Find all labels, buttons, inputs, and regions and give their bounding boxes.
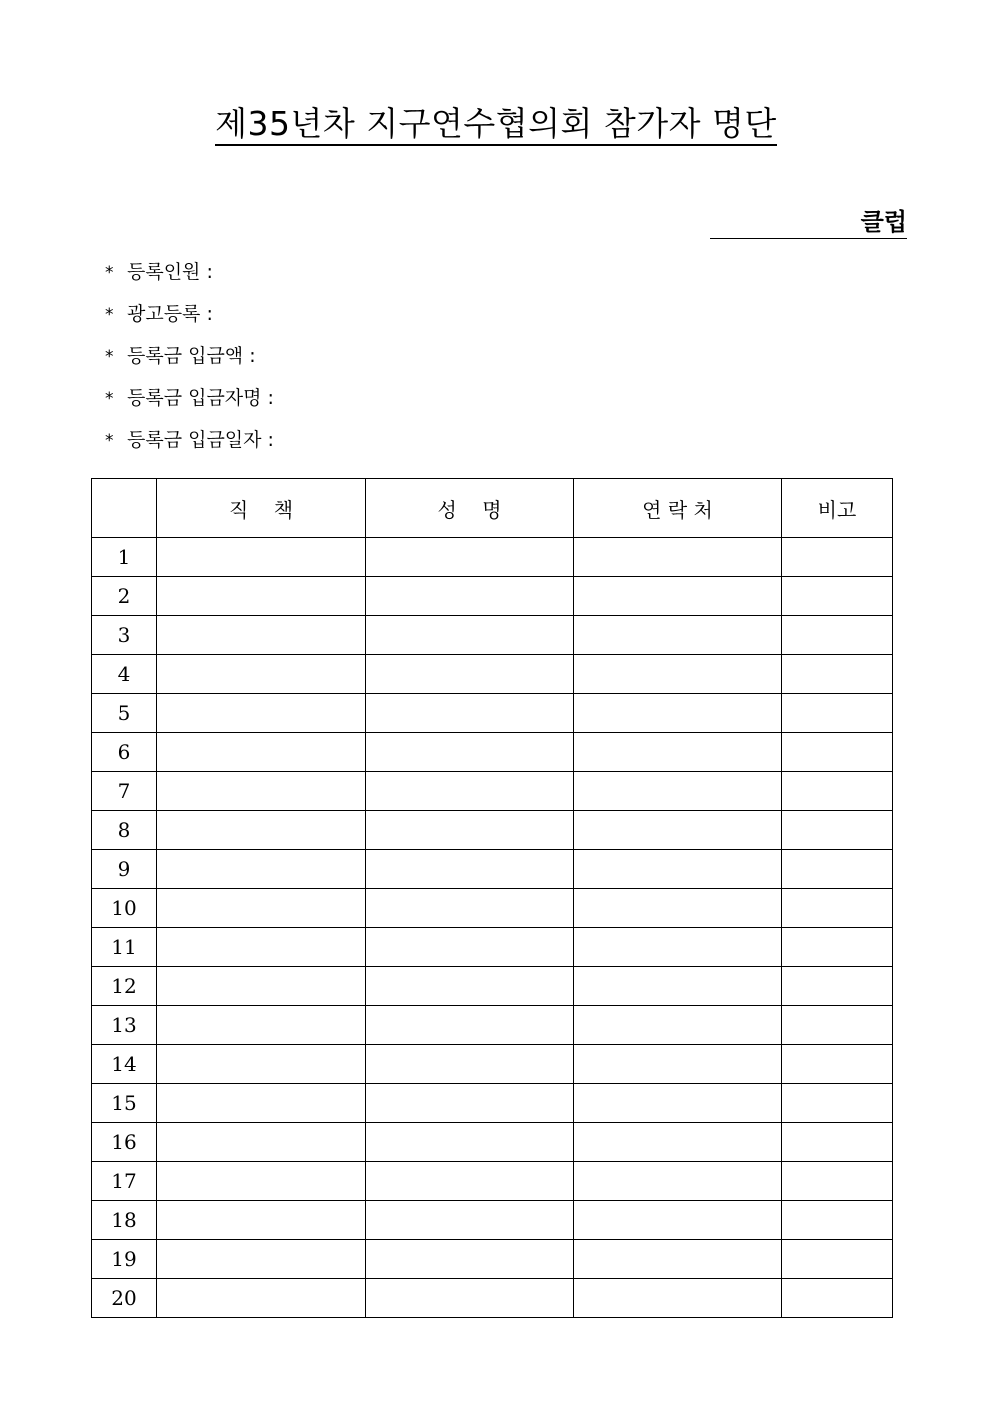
name-cell[interactable] [366, 538, 574, 577]
remarks-cell[interactable] [782, 889, 893, 928]
header-contact-text: 연 락 처 [642, 497, 713, 522]
remarks-cell[interactable] [782, 616, 893, 655]
contact-cell[interactable] [574, 1045, 782, 1084]
name-cell[interactable] [366, 655, 574, 694]
position-cell[interactable] [157, 1084, 366, 1123]
name-cell[interactable] [366, 772, 574, 811]
name-cell[interactable] [366, 616, 574, 655]
position-cell[interactable] [157, 1123, 366, 1162]
position-cell[interactable] [157, 1045, 366, 1084]
row-number: 19 [92, 1240, 157, 1279]
row-number: 2 [92, 577, 157, 616]
row-number: 14 [92, 1045, 157, 1084]
remarks-cell[interactable] [782, 1240, 893, 1279]
name-cell[interactable] [366, 1084, 574, 1123]
table-row [92, 850, 893, 889]
contact-cell[interactable] [574, 577, 782, 616]
table-row [92, 811, 893, 850]
name-cell[interactable] [366, 1201, 574, 1240]
remarks-cell[interactable] [782, 733, 893, 772]
position-cell[interactable] [157, 733, 366, 772]
contact-cell[interactable] [574, 1123, 782, 1162]
remarks-cell[interactable] [782, 1279, 893, 1318]
position-cell[interactable] [157, 1006, 366, 1045]
info-label: 등록금 입금자명 : [127, 387, 274, 409]
position-cell[interactable] [157, 1279, 366, 1318]
remarks-cell[interactable] [782, 1045, 893, 1084]
contact-cell[interactable] [574, 889, 782, 928]
bullet-marker: * [105, 305, 114, 325]
bullet-marker: * [105, 389, 114, 409]
table-row [92, 733, 893, 772]
contact-cell[interactable] [574, 811, 782, 850]
position-cell[interactable] [157, 1162, 366, 1201]
table-row [92, 538, 893, 577]
contact-cell[interactable] [574, 1240, 782, 1279]
table-row [92, 577, 893, 616]
table-row [92, 967, 893, 1006]
row-number: 3 [92, 616, 157, 655]
name-cell[interactable] [366, 733, 574, 772]
contact-cell[interactable] [574, 772, 782, 811]
registration-info-list [105, 252, 274, 462]
position-cell[interactable] [157, 772, 366, 811]
table-row [92, 1045, 893, 1084]
name-cell[interactable] [366, 1162, 574, 1201]
participant-table [91, 478, 893, 1318]
name-cell[interactable] [366, 1240, 574, 1279]
remarks-cell[interactable] [782, 772, 893, 811]
table-row [92, 1123, 893, 1162]
info-item-depositor-name [105, 378, 274, 420]
table-row [92, 1084, 893, 1123]
contact-cell[interactable] [574, 616, 782, 655]
remarks-cell[interactable] [782, 1006, 893, 1045]
table-row [92, 1279, 893, 1318]
table-body [92, 538, 893, 1318]
position-cell[interactable] [157, 1201, 366, 1240]
row-number: 12 [92, 967, 157, 1006]
contact-cell[interactable] [574, 733, 782, 772]
club-name-field: 클럽 [710, 206, 907, 239]
contact-cell[interactable] [574, 1201, 782, 1240]
remarks-cell[interactable] [782, 538, 893, 577]
contact-cell[interactable] [574, 1279, 782, 1318]
row-number: 7 [92, 772, 157, 811]
name-cell[interactable] [366, 1123, 574, 1162]
row-number: 6 [92, 733, 157, 772]
remarks-cell[interactable] [782, 811, 893, 850]
position-cell[interactable] [157, 889, 366, 928]
row-number: 8 [92, 811, 157, 850]
bullet-marker: * [105, 431, 114, 451]
row-number: 1 [92, 538, 157, 577]
contact-cell[interactable] [574, 538, 782, 577]
info-label: 등록금 입금액 : [127, 345, 256, 367]
table-row [92, 694, 893, 733]
bullet-marker: * [105, 263, 114, 283]
remarks-cell[interactable] [782, 577, 893, 616]
position-cell[interactable] [157, 538, 366, 577]
info-label: 광고등록 : [127, 303, 213, 325]
remarks-cell[interactable] [782, 1123, 893, 1162]
contact-cell[interactable] [574, 655, 782, 694]
info-item-deposit-date [105, 420, 274, 462]
name-cell[interactable] [366, 577, 574, 616]
remarks-cell[interactable] [782, 850, 893, 889]
table-row [92, 1006, 893, 1045]
table-row [92, 1201, 893, 1240]
row-number: 18 [92, 1201, 157, 1240]
position-cell[interactable] [157, 928, 366, 967]
row-number: 4 [92, 655, 157, 694]
table-row [92, 1240, 893, 1279]
table-row [92, 928, 893, 967]
header-number [92, 479, 157, 538]
contact-cell[interactable] [574, 1006, 782, 1045]
header-position [157, 479, 366, 538]
contact-cell[interactable] [574, 967, 782, 1006]
remarks-cell[interactable] [782, 694, 893, 733]
remarks-cell[interactable] [782, 967, 893, 1006]
page-title-text: 제35년차 지구연수협의회 참가자 명단 [215, 104, 777, 146]
row-number: 16 [92, 1123, 157, 1162]
page-title [0, 102, 992, 146]
row-number: 17 [92, 1162, 157, 1201]
row-number: 13 [92, 1006, 157, 1045]
remarks-cell[interactable] [782, 928, 893, 967]
info-item-registrants [105, 252, 274, 294]
contact-cell[interactable] [574, 1084, 782, 1123]
name-cell[interactable] [366, 889, 574, 928]
name-cell[interactable] [366, 1045, 574, 1084]
header-contact [574, 479, 782, 538]
header-remarks: 비고 [782, 479, 893, 538]
position-cell[interactable] [157, 850, 366, 889]
table-row [92, 616, 893, 655]
position-cell[interactable] [157, 694, 366, 733]
name-cell[interactable] [366, 811, 574, 850]
name-cell[interactable] [366, 967, 574, 1006]
table-row [92, 889, 893, 928]
info-item-advertisement [105, 294, 274, 336]
position-cell[interactable] [157, 577, 366, 616]
header-name-text: 성 명 [437, 497, 502, 522]
position-cell[interactable] [157, 967, 366, 1006]
position-cell[interactable] [157, 616, 366, 655]
row-number: 11 [92, 928, 157, 967]
row-number: 20 [92, 1279, 157, 1318]
name-cell[interactable] [366, 694, 574, 733]
contact-cell[interactable] [574, 694, 782, 733]
row-number: 15 [92, 1084, 157, 1123]
name-cell[interactable] [366, 928, 574, 967]
remarks-cell[interactable] [782, 655, 893, 694]
contact-cell[interactable] [574, 850, 782, 889]
info-label: 등록인원 : [127, 261, 213, 283]
position-cell[interactable] [157, 1240, 366, 1279]
contact-cell[interactable] [574, 1162, 782, 1201]
row-number: 10 [92, 889, 157, 928]
table-row [92, 655, 893, 694]
info-label: 등록금 입금일자 : [127, 429, 274, 451]
name-cell[interactable] [366, 850, 574, 889]
info-item-deposit-amount [105, 336, 274, 378]
position-cell[interactable] [157, 811, 366, 850]
position-cell[interactable] [157, 655, 366, 694]
table-header-row [92, 479, 893, 538]
name-cell[interactable] [366, 1279, 574, 1318]
name-cell[interactable] [366, 1006, 574, 1045]
remarks-cell[interactable] [782, 1084, 893, 1123]
row-number: 5 [92, 694, 157, 733]
table-row [92, 772, 893, 811]
row-number: 9 [92, 850, 157, 889]
contact-cell[interactable] [574, 928, 782, 967]
remarks-cell[interactable] [782, 1201, 893, 1240]
table-row [92, 1162, 893, 1201]
header-name [366, 479, 574, 538]
remarks-cell[interactable] [782, 1162, 893, 1201]
header-position-text: 직 책 [228, 497, 294, 522]
bullet-marker: * [105, 347, 114, 367]
